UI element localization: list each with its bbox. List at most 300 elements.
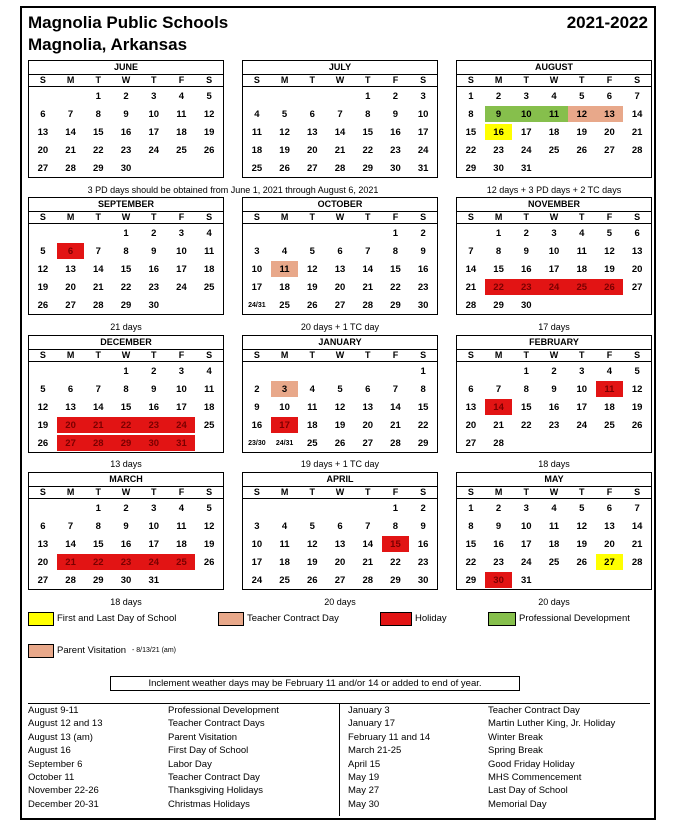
november-day-count: 17 days: [538, 322, 570, 332]
day-cell: 1: [420, 365, 426, 377]
day-cell: 2: [495, 502, 502, 514]
day-cell: 7: [337, 108, 343, 120]
weekday-label: T: [95, 75, 102, 85]
day-cell: 14: [485, 399, 513, 415]
event-date: August 9-11: [28, 705, 79, 716]
event-name: Winter Break: [488, 731, 543, 743]
weekday-header: [457, 212, 651, 224]
week-row: [243, 141, 437, 159]
day-cell: 27: [307, 162, 318, 174]
day-cell: 16: [493, 538, 504, 550]
day-cell: 7: [468, 245, 474, 257]
day-cell: 18: [203, 263, 215, 275]
day-cell: 30: [140, 435, 168, 451]
day-cell: 20: [37, 144, 49, 156]
day-cell: 15: [382, 536, 410, 552]
weekday-label: W: [335, 487, 345, 497]
day-cell: 13: [37, 126, 49, 138]
day-cell: 13: [362, 401, 374, 413]
day-cell: 16: [120, 538, 132, 550]
day-cell: 14: [465, 263, 477, 275]
day-cell: 20: [57, 417, 85, 433]
day-cell: 8: [523, 383, 529, 395]
day-cell: 3: [178, 365, 185, 377]
day-cell: 30: [417, 574, 429, 586]
month-title: AUGUST: [457, 61, 651, 75]
day-cell: 3: [579, 365, 585, 377]
day-cell: 19: [37, 281, 49, 293]
day-cell: 28: [84, 435, 112, 451]
day-cell: 22: [521, 419, 532, 431]
day-cell: 2: [392, 90, 399, 102]
weekday-label: T: [578, 350, 585, 360]
day-cell: 11: [548, 520, 560, 532]
day-cell: [271, 225, 299, 241]
day-cell: 20: [65, 281, 76, 293]
day-cell: 29: [390, 574, 401, 586]
day-cell: 5: [206, 502, 212, 514]
day-cell: [382, 363, 410, 379]
events-right-column: [348, 704, 659, 816]
day-cell: 15: [390, 263, 401, 275]
day-cell: 2: [420, 227, 426, 239]
event-date: May 19: [348, 771, 380, 783]
week-row: [457, 434, 651, 452]
day-cell: 26: [307, 574, 318, 586]
weekday-label: M: [280, 212, 289, 222]
day-cell: 28: [631, 556, 643, 568]
week-row: [457, 123, 651, 141]
event-name: Parent Visitation: [168, 731, 238, 743]
week-row: [29, 278, 223, 296]
day-cell: [195, 160, 223, 176]
day-cell: 19: [203, 538, 215, 550]
legend-holiday: [380, 612, 447, 626]
day-cell: 10: [279, 401, 290, 413]
day-cell: 10: [148, 108, 160, 120]
day-cell: 9: [151, 245, 157, 257]
weekday-label: W: [121, 212, 131, 222]
day-cell: 10: [176, 383, 187, 395]
weekday-header: [29, 350, 223, 362]
day-cell: 11: [204, 383, 215, 395]
day-cell: 12: [307, 263, 318, 275]
day-cell: 16: [548, 401, 560, 413]
day-cell: 4: [309, 383, 315, 395]
event-date: May 27: [348, 785, 380, 797]
march-day-count: 18 days: [110, 597, 142, 607]
day-cell: 17: [176, 401, 187, 413]
day-cell: 13: [307, 126, 318, 138]
day-cell: 26: [576, 144, 588, 156]
week-row: [243, 362, 437, 380]
day-cell: [596, 435, 624, 451]
day-cell: 17: [148, 538, 160, 550]
day-cell: 27: [334, 299, 346, 311]
weekday-label: S: [634, 487, 641, 497]
day-cell: 11: [540, 106, 568, 122]
day-cell: 7: [495, 383, 502, 395]
day-cell: 7: [67, 520, 74, 532]
weekday-label: S: [253, 75, 260, 85]
event-row: [348, 731, 659, 744]
day-cell: 6: [337, 520, 343, 532]
day-cell: [623, 435, 651, 451]
week-row: [457, 242, 651, 260]
week-row: [457, 571, 651, 589]
weekday-label: F: [178, 350, 185, 360]
month-february: [456, 335, 652, 453]
day-cell: [271, 500, 299, 516]
week-row: [29, 517, 223, 535]
day-cell: 29: [465, 574, 477, 586]
day-cell: [512, 435, 540, 451]
event-row: [28, 744, 339, 757]
day-cell: 17: [176, 263, 187, 275]
day-cell: 28: [465, 299, 477, 311]
day-cell: [29, 225, 57, 241]
day-cell: [140, 160, 168, 176]
weekday-label: T: [578, 487, 585, 497]
day-cell: 16: [485, 124, 513, 140]
week-row: [29, 571, 223, 589]
event-date: December 20-31: [28, 798, 99, 810]
week-row: [29, 380, 223, 398]
weekday-label: W: [121, 350, 131, 360]
day-cell: 19: [631, 401, 643, 413]
weekday-label: S: [253, 212, 260, 222]
day-cell: 7: [67, 108, 74, 120]
day-cell: 28: [65, 162, 76, 174]
month-april: [242, 472, 438, 590]
weekday-header: [29, 487, 223, 499]
week-row: [457, 416, 651, 434]
day-cell: 11: [576, 245, 587, 257]
event-row: [28, 758, 339, 771]
day-cell: 21: [465, 281, 477, 293]
month-may: [456, 472, 652, 590]
day-cell: 1: [123, 365, 129, 377]
day-cell: 3: [151, 90, 157, 102]
event-name: Good Friday Holiday: [488, 758, 575, 770]
day-cell: 18: [548, 126, 560, 138]
day-cell: 28: [493, 437, 504, 449]
day-cell: 8: [392, 520, 399, 532]
day-cell: 22: [390, 281, 401, 293]
day-cell: 20: [631, 263, 643, 275]
weekday-label: S: [467, 75, 474, 85]
day-cell: 15: [120, 263, 132, 275]
event-name: Spring Break: [488, 745, 543, 757]
weekday-label: S: [253, 350, 260, 360]
day-cell: 6: [67, 383, 74, 395]
day-cell: 17: [576, 401, 588, 413]
day-cell: 24: [521, 556, 532, 568]
day-cell: [596, 160, 624, 176]
week-row: [457, 87, 651, 105]
day-cell: 31: [417, 162, 429, 174]
day-cell: 2: [523, 227, 529, 239]
day-cell: 6: [634, 227, 640, 239]
week-row: [243, 278, 437, 296]
weekday-label: M: [66, 75, 75, 85]
day-cell: [457, 225, 485, 241]
weekday-label: T: [309, 487, 316, 497]
day-cell: [168, 297, 196, 313]
event-row: [28, 717, 339, 730]
week-row: [29, 553, 223, 571]
day-cell: 24: [540, 279, 568, 295]
day-cell: 21: [390, 419, 401, 431]
day-cell: 3: [271, 381, 299, 397]
weekday-label: W: [335, 212, 345, 222]
day-cell: 6: [606, 90, 613, 102]
legend-label: Parent Visitation: [57, 645, 127, 656]
day-cell: 3: [523, 90, 529, 102]
week-row: [457, 553, 651, 571]
day-cell: [298, 500, 326, 516]
red-swatch-icon: [380, 612, 412, 626]
day-cell: 4: [551, 502, 557, 514]
day-cell: 18: [307, 419, 318, 431]
event-row: [28, 704, 339, 717]
day-cell: 31: [521, 162, 532, 174]
weekday-label: S: [39, 75, 46, 85]
day-cell: 5: [206, 90, 212, 102]
day-cell: 5: [309, 520, 315, 532]
day-cell: 23/30: [248, 439, 266, 447]
weekday-label: S: [467, 212, 474, 222]
week-row: [457, 141, 651, 159]
weekday-label: S: [39, 487, 46, 497]
day-cell: 31: [168, 435, 196, 451]
day-cell: [596, 572, 624, 588]
day-cell: 10: [521, 520, 532, 532]
day-cell: 23: [493, 144, 504, 156]
day-cell: [57, 88, 85, 104]
weekday-label: T: [364, 487, 371, 497]
event-row: [28, 731, 339, 744]
event-name: Teacher Contract Days: [168, 718, 265, 730]
day-cell: 29: [417, 437, 429, 449]
weekday-label: F: [392, 212, 399, 222]
day-cell: 25: [279, 299, 290, 311]
day-cell: 26: [37, 299, 49, 311]
day-cell: 15: [465, 126, 477, 138]
day-cell: 13: [604, 520, 615, 532]
legend-label: Teacher Contract Day: [247, 613, 339, 624]
day-cell: 12: [279, 126, 290, 138]
april-day-count: 20 days: [324, 597, 356, 607]
month-title: NOVEMBER: [457, 198, 651, 212]
day-cell: 4: [579, 227, 585, 239]
day-cell: 4: [606, 365, 613, 377]
month-title: OCTOBER: [243, 198, 437, 212]
day-cell: 24: [251, 574, 263, 586]
weekday-label: F: [606, 212, 613, 222]
day-cell: 6: [606, 502, 613, 514]
weekday-label: S: [39, 212, 46, 222]
week-row: [243, 517, 437, 535]
day-cell: 14: [93, 401, 104, 413]
day-cell: 8: [392, 245, 399, 257]
day-cell: 16: [120, 126, 132, 138]
week-row: [457, 499, 651, 517]
weekday-label: F: [392, 350, 399, 360]
month-august: [456, 60, 652, 178]
day-cell: 3: [178, 227, 185, 239]
day-cell: 27: [631, 281, 643, 293]
day-cell: 13: [596, 106, 624, 122]
day-cell: 1: [123, 227, 129, 239]
day-cell: 6: [468, 383, 474, 395]
day-cell: 11: [251, 126, 262, 138]
day-cell: [568, 160, 596, 176]
day-cell: 11: [279, 538, 290, 550]
day-cell: 2: [123, 90, 129, 102]
day-cell: 20: [604, 126, 615, 138]
day-cell: 18: [203, 401, 215, 413]
week-row: [243, 434, 437, 452]
month-title: SEPTEMBER: [29, 198, 223, 212]
month-october: [242, 197, 438, 315]
weekday-label: T: [309, 350, 316, 360]
day-cell: 25: [176, 144, 187, 156]
day-cell: 17: [251, 281, 263, 293]
month-september: [28, 197, 224, 315]
day-cell: 27: [37, 574, 49, 586]
day-cell: 26: [279, 162, 290, 174]
weekday-label: S: [467, 350, 474, 360]
weekday-header: [29, 75, 223, 87]
legend-label: Holiday: [415, 613, 447, 624]
day-cell: 19: [604, 263, 615, 275]
week-row: [243, 260, 437, 278]
day-cell: [29, 363, 57, 379]
week-row: [243, 571, 437, 589]
day-cell: 20: [465, 419, 477, 431]
day-cell: 10: [548, 245, 560, 257]
month-title: MAY: [457, 473, 651, 487]
day-cell: 16: [251, 419, 263, 431]
weekday-label: T: [95, 350, 102, 360]
week-row: [243, 398, 437, 416]
day-cell: 21: [65, 144, 76, 156]
day-cell: 8: [95, 108, 101, 120]
day-cell: 27: [596, 554, 624, 570]
day-cell: 10: [251, 263, 263, 275]
day-cell: 5: [40, 245, 46, 257]
weekday-label: S: [206, 350, 213, 360]
day-cell: 8: [468, 520, 474, 532]
day-cell: 6: [40, 108, 46, 120]
weekday-label: T: [309, 212, 316, 222]
day-cell: 18: [576, 263, 588, 275]
week-row: [243, 123, 437, 141]
day-cell: 7: [392, 383, 399, 395]
day-cell: 29: [493, 299, 504, 311]
weekday-label: F: [606, 487, 613, 497]
day-cell: [540, 297, 568, 313]
day-cell: [326, 88, 354, 104]
day-cell: 21: [362, 556, 374, 568]
week-row: [29, 535, 223, 553]
day-cell: 21: [631, 126, 643, 138]
day-cell: 11: [176, 520, 187, 532]
day-cell: 30: [417, 299, 429, 311]
week-row: [457, 398, 651, 416]
day-cell: 26: [596, 279, 624, 295]
day-cell: 7: [634, 90, 640, 102]
event-date: August 16: [28, 745, 71, 757]
day-cell: 7: [95, 383, 101, 395]
day-cell: 1: [468, 502, 474, 514]
day-cell: 24: [521, 144, 532, 156]
day-cell: [485, 363, 513, 379]
day-cell: 1: [95, 90, 101, 102]
day-cell: 25: [203, 419, 215, 431]
day-cell: 8: [420, 383, 426, 395]
day-cell: 25: [548, 144, 560, 156]
day-cell: 17: [548, 263, 560, 275]
week-row: [29, 260, 223, 278]
day-cell: 8: [123, 245, 129, 257]
event-row: [348, 798, 659, 811]
weekday-label: S: [420, 487, 427, 497]
yellow-swatch-icon: [28, 612, 54, 626]
day-cell: 18: [279, 556, 290, 568]
day-cell: 2: [420, 502, 426, 514]
day-cell: 12: [37, 263, 49, 275]
day-cell: 25: [251, 162, 263, 174]
weekday-label: F: [178, 212, 185, 222]
day-cell: 30: [120, 162, 132, 174]
week-row: [29, 123, 223, 141]
legend-first-last: [28, 612, 176, 626]
day-cell: 6: [365, 383, 371, 395]
event-date: September 6: [28, 758, 83, 770]
december-day-count: 13 days: [110, 459, 142, 469]
day-cell: 9: [151, 383, 157, 395]
day-cell: 27: [65, 299, 76, 311]
weekday-header: [457, 350, 651, 362]
week-row: [243, 87, 437, 105]
day-cell: 15: [93, 538, 104, 550]
weekday-header: [243, 350, 437, 362]
month-title: JANUARY: [243, 336, 437, 350]
day-cell: 3: [523, 502, 529, 514]
day-cell: [57, 363, 85, 379]
day-cell: 7: [365, 520, 371, 532]
event-name: MHS Commencement: [488, 771, 582, 783]
weekday-header: [243, 212, 437, 224]
month-title: APRIL: [243, 473, 437, 487]
day-cell: 24: [176, 281, 187, 293]
week-row: [457, 260, 651, 278]
day-cell: 28: [334, 162, 346, 174]
event-date: January 3: [348, 705, 390, 716]
weekday-label: T: [523, 487, 530, 497]
weekday-label: T: [523, 350, 530, 360]
day-cell: 4: [281, 520, 288, 532]
day-cell: 7: [634, 502, 640, 514]
day-cell: 26: [631, 419, 643, 431]
day-cell: 2: [151, 227, 157, 239]
week-row: [457, 105, 651, 123]
day-cell: 12: [203, 520, 215, 532]
day-cell: 17: [521, 538, 532, 550]
weekday-label: M: [66, 350, 75, 360]
